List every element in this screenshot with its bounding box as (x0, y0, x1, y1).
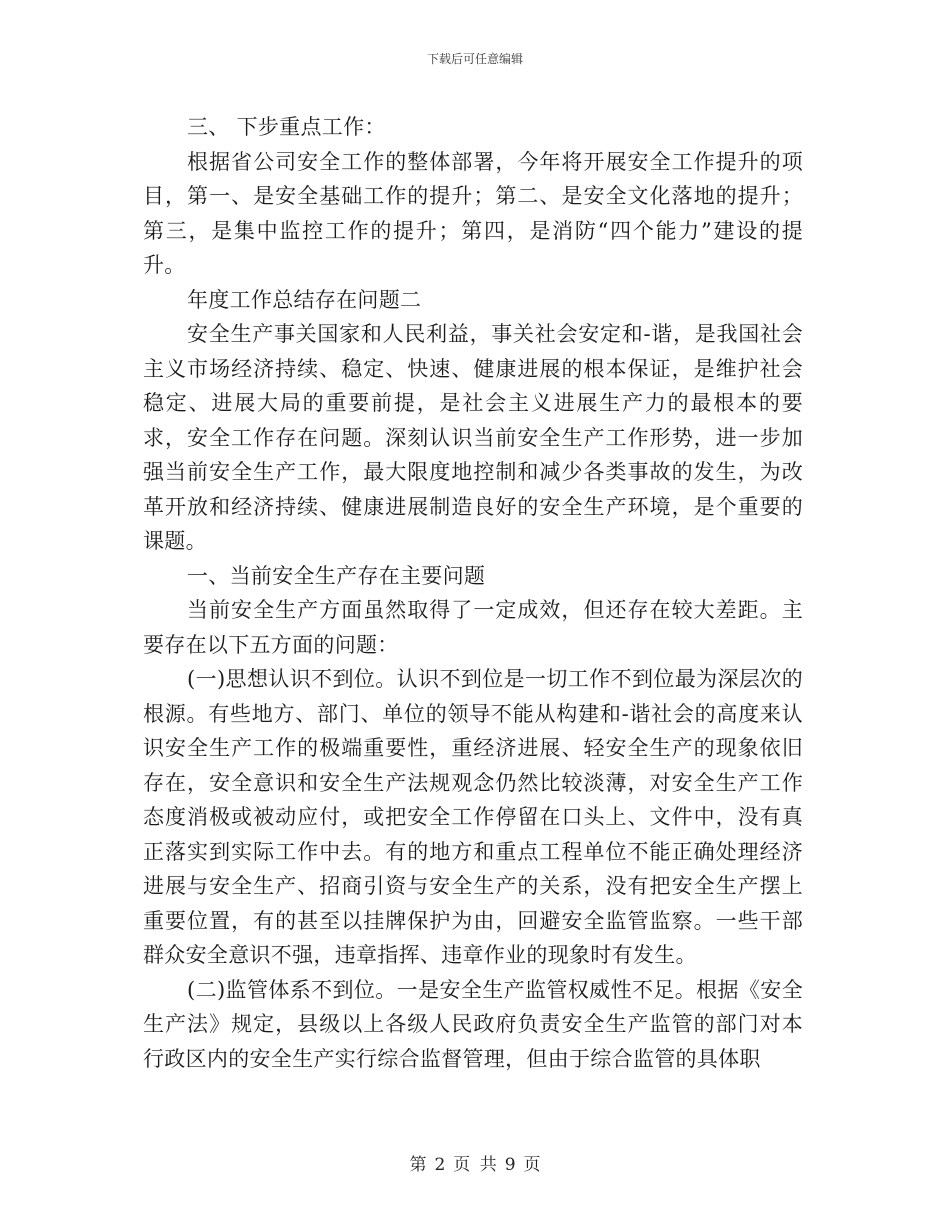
paragraph: (一)思想认识不到位。认识不到位是一切工作不到位最为深层次的根源。有些地方、部门、单位的领导不能从构建和-谐社会的高度来认识安全生产工作的极端重要性，重经济进展、轻安全生产的现象依旧存在，安全意识和安全生产法规观念仍然比较淡薄，对安全生产工作态度消极或被动应付，或把安全工作停留在口头上、文件中，没有真正落实到实际工作中去。有的地方和重点工程单位不能正确处理经济进展与安全生产、招商引资与安全生产的关系，没有把安全生产摆上重要位置，有的甚至以挂牌保护为由，回避安全监管监察。一些干部群众安全意识不强，违章指挥、违章作业的现象时有发生。 (143, 667, 803, 967)
footer-prefix: 第 (409, 1155, 427, 1175)
footer-middle: 页 共 (453, 1155, 497, 1175)
paragraph: 根据省公司安全工作的整体部署，今年将开展安全工作提升的项目，第一、是安全基础工作的提升；第二、是安全文化落地的提升；第三，是集中监控工作的提升；第四，是消防“四个能力”建设的提升。 (143, 149, 803, 277)
page-footer (0, 1150, 950, 1175)
header-note: 下载后可任意编辑 (426, 52, 523, 66)
section-heading-problems: 年度工作总结存在问题二 (187, 287, 422, 312)
paragraph: (二)监管体系不到位。一是安全生产监管权威性不足。根据《安全生产法》规定，县级以上各级人民政府负责安全生产监管的部门对本行政区内的安全生产实行综合监督管理，但由于综合监管的具体职 (143, 977, 803, 1071)
paragraph: 当前安全生产方面虽然取得了一定成效，但还存在较大差距。主要存在以下五方面的问题： (143, 598, 803, 657)
paragraph: 安全生产事关国家和人民利益，事关社会安定和-谐，是我国社会主义市场经济持续、稳定、快速、健康进展的根本保证，是维护社会稳定、进展大局的重要前提，是社会主义进展生产力的最根本的要求，安全工作存在问题。深刻认识当前安全生产工作形势，进一步加强当前安全生产工作，最大限度地控制和减少各类事故的发生，为改革开放和经济持续、健康进展制造良好的安全生产环境，是个重要的课题。 (143, 322, 803, 553)
document-body (143, 110, 803, 1076)
footer-suffix: 页 (523, 1155, 541, 1175)
section-heading-next-steps: 三、 下步重点工作： (187, 115, 386, 139)
section-heading-main-problems: 一、当前安全生产存在主要问题 (187, 563, 486, 588)
page-number: 2 (434, 1155, 446, 1175)
total-pages: 9 (504, 1155, 516, 1175)
